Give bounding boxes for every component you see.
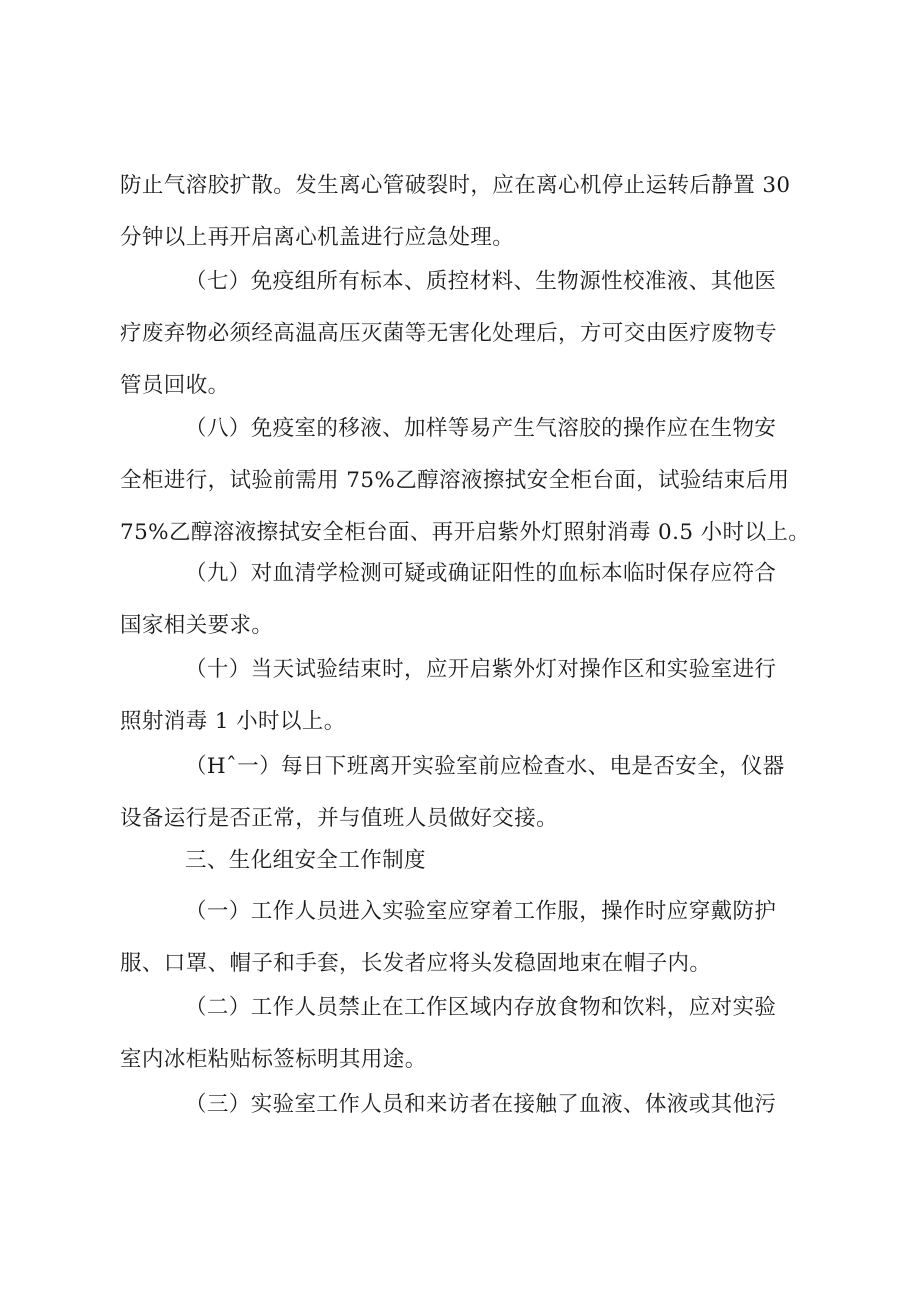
- text-line: 管员回收。: [120, 373, 230, 398]
- text-line: （七）免疫组所有标本、质控材料、生物源性校准液、其他医: [185, 269, 777, 294]
- paragraph-biochem-item-2: [120, 982, 810, 1086]
- text-line: （Hˆ一）每日下班离开实验室前应检查水、电是否安全，仪器: [185, 754, 785, 779]
- paragraph-centrifuge-handling: [120, 160, 810, 264]
- text-line: 分钟以上再开启离心机盖进行应急处理。: [120, 225, 515, 250]
- text-line: 全柜进行，试验前需用 75%乙醇溶液擦拭安全柜台面，试验结束后用: [120, 468, 790, 493]
- text-line: 国家相关要求。: [120, 613, 274, 638]
- text-line: （三）实验室工作人员和来访者在接触了血液、体液或其他污: [185, 1092, 777, 1117]
- text-line: 防止气溶胶扩散。发生离心管破裂时，应在离心机停止运转后静置 30: [120, 173, 791, 198]
- text-line: 疗废弃物必须经高温高压灭菌等无害化处理后，方可交由医疗废物专: [120, 321, 778, 346]
- text-line: （二）工作人员禁止在工作区域内存放食物和饮料，应对实验: [185, 995, 777, 1020]
- paragraph-item-9: [120, 548, 810, 652]
- paragraph-biochem-item-1: [120, 886, 810, 990]
- section-heading: 三、生化组安全工作制度: [185, 848, 426, 873]
- section-heading-biochemistry-safety: [120, 835, 810, 887]
- text-line: （九）对血清学检测可疑或确证阳性的血标本临时保存应符合: [185, 561, 777, 586]
- text-line: （八）免疫室的移液、加样等易产生气溶胶的操作应在生物安: [185, 416, 777, 441]
- paragraph-item-8: [120, 403, 810, 559]
- text-line: 设备运行是否正常，并与值班人员做好交接。: [120, 806, 559, 831]
- paragraph-biochem-item-3: [120, 1079, 810, 1131]
- text-line: 照射消毒 1 小时以上。: [120, 709, 346, 734]
- text-line: 室内冰柜粘贴标签标明其用途。: [120, 1047, 427, 1072]
- text-line: 75%乙醇溶液擦拭安全柜台面、再开启紫外灯照射消毒 0.5 小时以上。: [120, 520, 811, 545]
- paragraph-item-11: [120, 741, 810, 845]
- text-line: 服、口罩、帽子和手套，长发者应将头发稳固地束在帽子内。: [120, 951, 712, 976]
- paragraph-item-7: [120, 256, 810, 412]
- text-line: （一）工作人员进入实验室应穿着工作服，操作时应穿戴防护: [185, 899, 777, 924]
- paragraph-item-10: [120, 644, 810, 748]
- text-line: （十）当天试验结束时，应开启紫外灯对操作区和实验室进行: [185, 657, 777, 682]
